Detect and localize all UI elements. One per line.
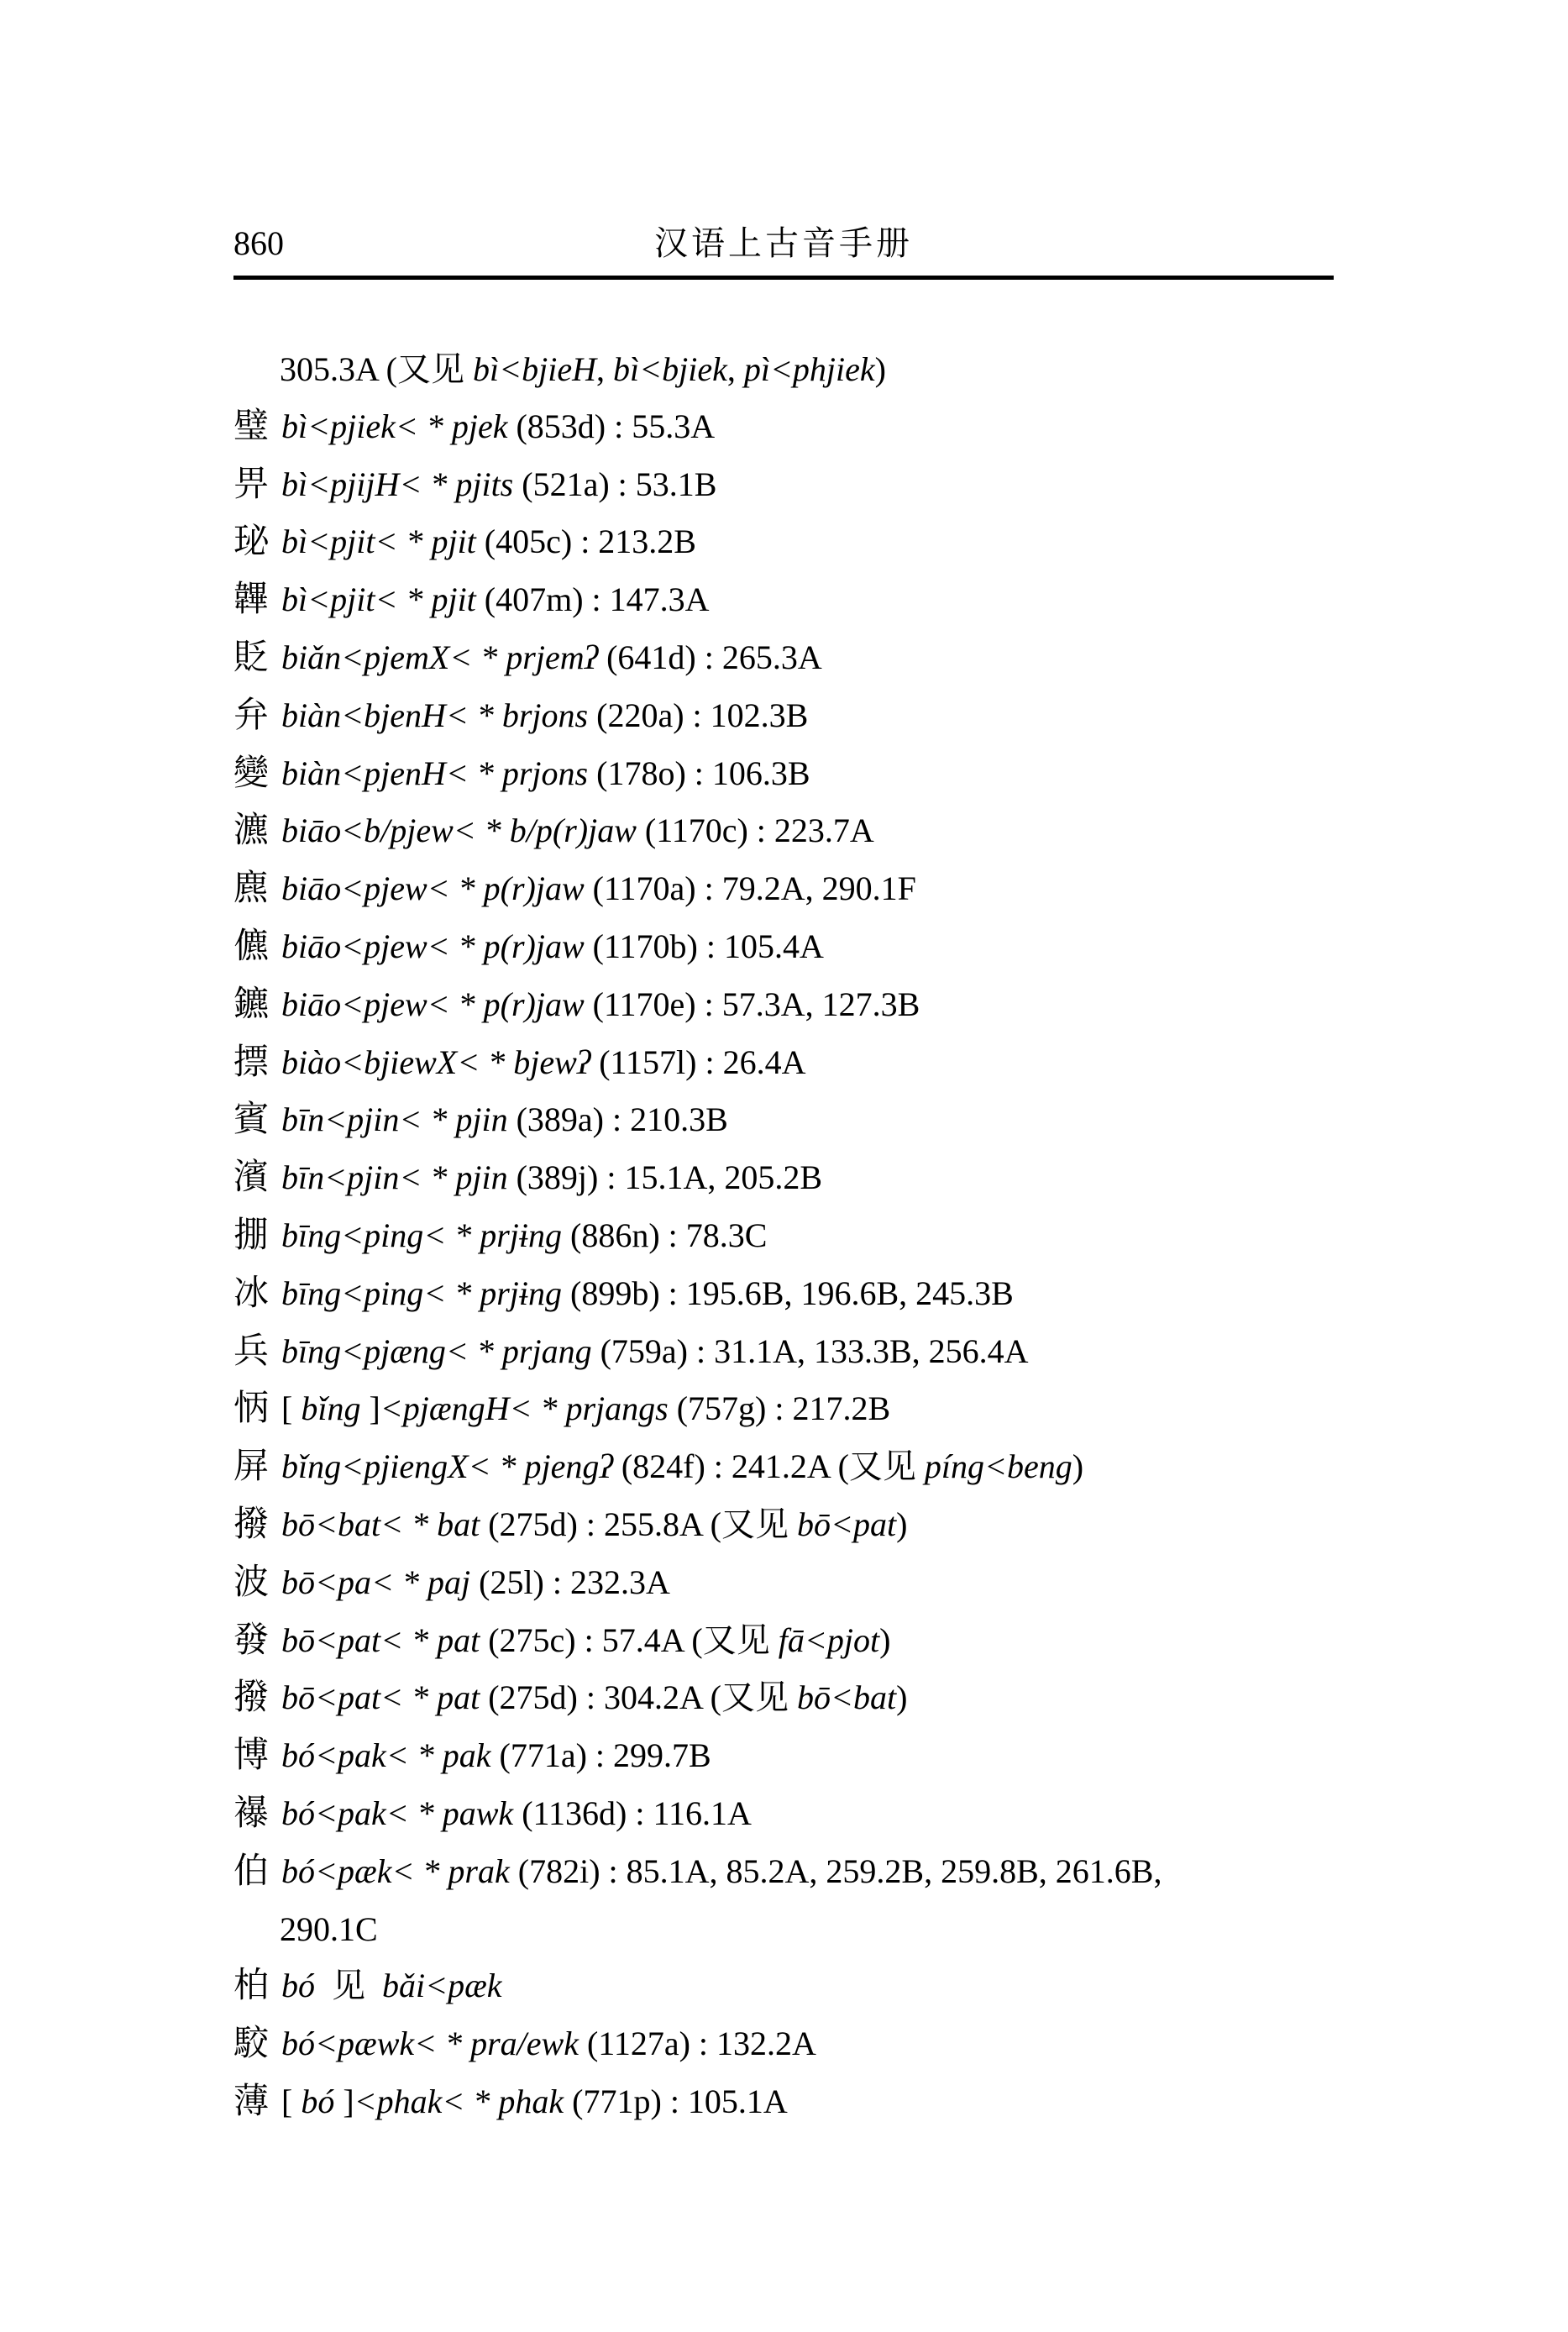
entry-line — [233, 1901, 1376, 1958]
entry-line — [233, 802, 1376, 860]
reference-text: (759a) : 31.1A, 133.3B, 256.4A — [591, 1331, 1029, 1370]
reference-text: , — [595, 350, 613, 388]
reference-text: ) — [896, 1505, 908, 1543]
headword-hanzi: 撥 — [233, 1505, 270, 1544]
headword-hanzi: 瀌 — [233, 811, 270, 851]
phonetic-form: biàn<pjenH< * prjons — [281, 754, 589, 792]
phonetic-form: bō<pat< * pat — [281, 1678, 480, 1717]
phonetic-form: bō<bat< * bat — [281, 1505, 480, 1543]
reference-text: 305.3A (又见 — [280, 350, 473, 388]
reference-text: [ — [281, 2082, 302, 2120]
headword-hanzi: 駮 — [233, 2025, 270, 2064]
page-number: 860 — [233, 224, 284, 262]
reference-text: (178o) : 106.3B — [588, 754, 810, 792]
reference-text: (220a) : 102.3B — [588, 696, 809, 734]
reference-text: (275d) : 304.2A (又见 — [480, 1678, 797, 1717]
headword-hanzi: 怲 — [233, 1389, 270, 1429]
headword-hanzi: 波 — [233, 1563, 270, 1602]
entry-line — [233, 1207, 1376, 1265]
headword-hanzi: 畀 — [233, 465, 270, 504]
header-rule — [233, 276, 1334, 280]
reference-text: 见 — [315, 1967, 383, 2005]
reference-text: (1170e) : 57.3A, 127.3B — [584, 985, 920, 1023]
reference-text: (389a) : 210.3B — [507, 1100, 728, 1139]
headword-hanzi: 冰 — [233, 1274, 270, 1313]
entry-line — [233, 1091, 1376, 1149]
headword-hanzi: 貶 — [233, 638, 270, 677]
entry-line — [233, 860, 1376, 918]
phonetic-form: bō<pat — [797, 1505, 897, 1543]
reference-text: (1127a) : 132.2A — [578, 2025, 816, 2063]
phonetic-form: bǎi<pæk — [382, 1967, 502, 2005]
phonetic-form: biāo<pjew< * p(r)jaw — [281, 869, 585, 908]
phonetic-form: bì<pjit< * pjit — [281, 523, 476, 561]
reference-text: (757g) : 217.2B — [668, 1389, 891, 1428]
phonetic-form: biǎn<pjemX< * prjemʔ — [281, 638, 599, 676]
reference-text: (886n) : 78.3C — [562, 1216, 768, 1254]
phonetic-form: biào<bjiewX< * bjewʔ — [281, 1043, 591, 1081]
reference-text: ) — [896, 1678, 908, 1717]
entry-line — [233, 1843, 1376, 1901]
phonetic-form: bì<pjit< * pjit — [281, 580, 476, 619]
phonetic-form: <pjængH< * prjangs — [380, 1389, 669, 1428]
headword-hanzi: 兵 — [233, 1331, 270, 1371]
headword-hanzi: 變 — [233, 754, 270, 793]
reference-text: (853d) : 55.3A — [507, 407, 716, 445]
phonetic-form: bō<bat — [797, 1678, 897, 1717]
reference-text: 290.1C — [280, 1909, 378, 1948]
entry-line — [233, 2015, 1376, 2073]
phonetic-form: fā<pjot — [778, 1620, 880, 1659]
entry-line — [233, 2073, 1376, 2131]
reference-text: (771a) : 299.7B — [490, 1736, 711, 1775]
reference-text: (25l) : 232.3A — [470, 1563, 670, 1601]
reference-text: (899b) : 195.6B, 196.6B, 245.3B — [562, 1274, 1014, 1312]
entry-line — [233, 1669, 1376, 1727]
phonetic-form: bó<pak< * pak — [281, 1736, 491, 1775]
entry-line — [233, 1323, 1376, 1381]
phonetic-form: bīng<ping< * prjɨng — [281, 1274, 563, 1312]
reference-text: , — [726, 350, 744, 388]
reference-text: (771p) : 105.1A — [564, 2082, 788, 2120]
headword-hanzi: 屏 — [233, 1447, 270, 1487]
phonetic-form: bō<pa< * paj — [281, 1563, 471, 1601]
phonetic-form: bǐng<pjiengX< * pjengʔ — [281, 1447, 613, 1486]
phonetic-form: bì<pjijH< * pjits — [281, 465, 514, 503]
headword-hanzi: 韠 — [233, 580, 270, 620]
reference-text: (641d) : 265.3A — [598, 638, 822, 676]
reference-text: (1170b) : 105.4A — [584, 927, 824, 965]
phonetic-form: bó<pak< * pawk — [281, 1794, 514, 1832]
phonetic-form: pì<phjiek — [743, 350, 875, 388]
reference-text: ] — [360, 1389, 380, 1428]
entry-line — [233, 1612, 1376, 1670]
reference-text: (405c) : 213.2B — [475, 523, 696, 561]
entry-line — [233, 398, 1376, 456]
entry-line — [233, 1438, 1376, 1496]
entry-line — [233, 918, 1376, 976]
reference-text: (824f) : 241.2A (又见 — [612, 1447, 925, 1486]
phonetic-form: biāo<b/pjew< * b/p(r)jaw — [281, 811, 637, 850]
entry-line — [233, 513, 1376, 571]
reference-text: ) — [879, 1620, 891, 1659]
reference-text: ) — [874, 350, 886, 388]
reference-text: (1136d) : 116.1A — [513, 1794, 752, 1832]
headword-hanzi: 濱 — [233, 1158, 270, 1198]
reference-text: (521a) : 53.1B — [513, 465, 717, 503]
headword-hanzi: 柏 — [233, 1967, 270, 2006]
phonetic-form: bō<pat< * pat — [281, 1620, 480, 1659]
reference-text: (275c) : 57.4A (又见 — [480, 1620, 779, 1659]
entry-line — [233, 1034, 1376, 1092]
headword-hanzi: 摽 — [233, 1043, 270, 1082]
headword-hanzi: 麃 — [233, 869, 270, 909]
headword-hanzi: 珌 — [233, 523, 270, 562]
phonetic-form: biāo<pjew< * p(r)jaw — [281, 927, 585, 965]
entry-line — [233, 341, 1376, 398]
entry-line — [233, 1957, 1376, 2015]
phonetic-form: bó<pæk< * prak — [281, 1851, 510, 1890]
headword-hanzi: 伯 — [233, 1851, 270, 1891]
entry-line — [233, 745, 1376, 803]
phonetic-form: biàn<bjenH< * brjons — [281, 696, 589, 734]
phonetic-form: bǐng — [301, 1389, 361, 1428]
page-title: 汉语上古音手册 — [654, 224, 913, 262]
headword-hanzi: 弁 — [233, 696, 270, 735]
reference-text: (407m) : 147.3A — [475, 580, 710, 619]
entry-line — [233, 571, 1376, 629]
phonetic-form: biāo<pjew< * p(r)jaw — [281, 985, 585, 1023]
reference-text: ) — [1072, 1447, 1084, 1486]
headword-hanzi: 襮 — [233, 1794, 270, 1833]
reference-text: (1157l) : 26.4A — [590, 1043, 806, 1081]
entry-line — [233, 1554, 1376, 1612]
entry-line — [233, 687, 1376, 745]
entry-line — [233, 1265, 1376, 1323]
phonetic-form: bīn<pjin< * pjin — [281, 1158, 508, 1197]
headword-hanzi: 賓 — [233, 1100, 270, 1140]
headword-hanzi: 博 — [233, 1736, 270, 1776]
phonetic-form: bì<bjiek — [612, 350, 727, 388]
entry-list — [233, 341, 1376, 2131]
headword-hanzi: 薄 — [233, 2082, 270, 2121]
headword-hanzi: 鑣 — [233, 985, 270, 1024]
phonetic-form: bì<pjiek< * pjek — [281, 407, 508, 445]
headword-hanzi: 撥 — [233, 1678, 270, 1718]
headword-hanzi: 儦 — [233, 927, 270, 966]
phonetic-form: <phak< * phak — [354, 2082, 564, 2120]
reference-text: (389j) : 15.1A, 205.2B — [507, 1158, 823, 1197]
entry-line — [233, 1785, 1376, 1843]
entry-line — [233, 1380, 1376, 1438]
reference-text: ] — [334, 2082, 354, 2120]
reference-text: (1170a) : 79.2A, 290.1F — [584, 869, 916, 908]
headword-hanzi: 掤 — [233, 1216, 270, 1255]
reference-text: (782i) : 85.1A, 85.2A, 259.2B, 259.8B, 261.6B, — [509, 1851, 1162, 1890]
phonetic-form: bó — [301, 2082, 335, 2120]
reference-text: (1170c) : 223.7A — [636, 811, 874, 850]
entry-line — [233, 1727, 1376, 1785]
entry-line — [233, 1496, 1376, 1554]
phonetic-form: bó — [281, 1967, 316, 2005]
headword-hanzi: 發 — [233, 1620, 270, 1660]
entry-line — [233, 976, 1376, 1034]
phonetic-form: bīng<pjæng< * prjang — [281, 1331, 592, 1370]
phonetic-form: bīng<ping< * prjɨng — [281, 1216, 563, 1254]
phonetic-form: bó<pæwk< * pra/ewk — [281, 2025, 579, 2063]
reference-text: (275d) : 255.8A (又见 — [480, 1505, 797, 1543]
reference-text: [ — [281, 1389, 302, 1428]
entry-line — [233, 629, 1376, 687]
phonetic-form: bīn<pjin< * pjin — [281, 1100, 508, 1139]
entry-line — [233, 456, 1376, 514]
phonetic-form: píng<beng — [924, 1447, 1072, 1486]
headword-hanzi: 璧 — [233, 407, 270, 446]
entry-line — [233, 1149, 1376, 1207]
phonetic-form: bì<bjieH — [473, 350, 596, 388]
